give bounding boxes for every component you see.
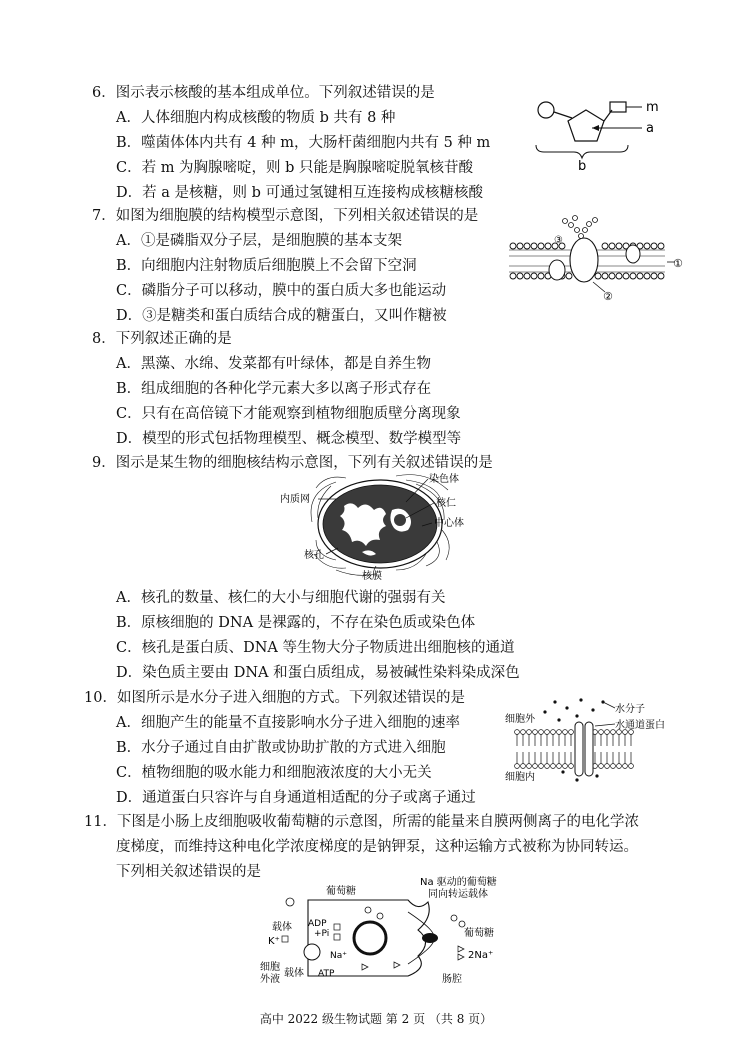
label-k: K⁺ [268,936,280,947]
question-9-option-b: B．原核细胞的 DNA 是裸露的，不存在染色质或染色体 [116,615,476,631]
label-b: b [578,159,587,170]
label-outside: 细胞外 [505,714,535,725]
label-envelope: 核膜 [362,571,382,582]
label-carrier-top: 载体 [272,922,292,933]
question-9-stem: 9．图示是某生物的细胞核结构示意图，下列有关叙述错误的是 [92,455,493,471]
label-pi: +Pi [314,929,330,939]
nucleus-figure [276,470,496,582]
label-water-molecule: 水分子 [615,704,645,715]
label-pore: 核孔 [304,550,324,561]
label-na-in: Na⁺ [330,951,347,961]
label-adp: ADP [308,919,327,929]
label-extracellular-2: 外液 [260,974,280,985]
label-atp: ATP [318,969,335,979]
question-6-option-a: A．人体细胞内构成核酸的物质 b 共有 8 种 [116,110,396,126]
glucose-transport-figure [258,872,508,998]
label-glucose-left: 葡萄糖 [326,886,356,897]
question-6-stem: 6．图示表示核酸的基本组成单位。下列叙述错误的是 [92,85,435,101]
label-lumen: 肠腔 [442,974,462,985]
question-8-stem: 8．下列叙述正确的是 [92,331,232,347]
label-a: a [646,121,654,136]
label-carrier-bottom: 载体 [284,968,304,979]
question-10-option-d: D．通道蛋白只容许与自身通道相适配的分子或离子通过 [116,790,476,806]
question-7-stem: 7．如图为细胞膜的结构模型示意图，下列相关叙述错误的是 [92,208,479,224]
question-11-stem-line-3: 下列相关叙述错误的是 [116,864,261,880]
question-8-option-d: D．模型的形式包括物理模型、概念模型、数学模型等 [116,431,462,447]
question-6-option-c: C．若 m 为胸腺嘧啶，则 b 只能是胸腺嘧啶脱氧核苷酸 [116,160,474,176]
question-6-option-d: D．若 a 是核糖，则 b 可通过氢键相互连接构成核糖核酸 [116,185,483,201]
label-cotransporter-2: 同向转运载体 [428,889,488,900]
label-m: m [646,100,659,115]
question-7-option-a: A．①是磷脂双分子层，是细胞膜的基本支架 [116,233,402,249]
question-9-option-d: D．染色质主要由 DNA 和蛋白质组成，易被碱性染料染成深色 [116,665,520,681]
nucleotide-figure [530,90,680,170]
label-water-channel: 水通道蛋白 [615,720,665,731]
label-glucose-right: 葡萄糖 [464,928,494,939]
label-2: ② [603,290,613,303]
label-chromosome: 染色体 [429,474,459,485]
question-8-option-c: C．只有在高倍镜下才能观察到植物细胞质壁分离现象 [116,406,461,422]
question-11-stem-line-2: 度梯度，而维持这种电化学浓度梯度的是钠钾泵，这种运输方式被称为协同转运。 [116,839,638,855]
label-1: ① [673,257,683,270]
label-inside: 细胞内 [505,772,535,783]
question-8-option-a: A．黑藻、水绵、发菜都有叶绿体，都是自养生物 [116,356,431,372]
question-10-stem: 10．如图所示是水分子进入细胞的方式。下列叙述错误的是 [84,690,465,706]
question-10-option-b: B．水分子通过自由扩散或协助扩散的方式进入细胞 [116,740,446,756]
label-cotransporter-1: Na 驱动的葡萄糖 [420,877,497,888]
question-6-option-b: B．噬菌体体内共有 4 种 m，大肠杆菌细胞内共有 5 种 m [116,135,491,151]
water-channel-figure [505,692,705,792]
question-9-option-a: A．核孔的数量、核仁的大小与细胞代谢的强弱有关 [116,590,446,606]
question-7-option-c: C．磷脂分子可以移动，膜中的蛋白质大多也能运动 [116,283,447,299]
label-centrosome: 中心体 [434,518,464,529]
membrane-figure [505,210,690,305]
label-3: ③ [554,235,563,246]
question-10-option-c: C．植物细胞的吸水能力和细胞液浓度的大小无关 [116,765,432,781]
question-7-option-b: B．向细胞内注射物质后细胞膜上不会留下空洞 [116,258,417,274]
question-11-stem-line-1: 11．下图是小肠上皮细胞吸收葡萄糖的示意图，所需的能量来自膜两侧离子的电化学浓 [84,814,639,830]
label-extracellular-1: 细胞 [260,962,280,973]
question-9-option-c: C．核孔是蛋白质、DNA 等生物大分子物质进出细胞核的通道 [116,640,515,656]
question-8-option-b: B．组成细胞的各种化学元素大多以离子形式存在 [116,381,432,397]
page-footer: 高中 2022 级生物试题 第 2 页 （共 8 页） [259,1012,493,1026]
label-nucleolus: 核仁 [436,498,456,509]
label-na2: 2Na⁺ [468,950,494,961]
question-10-option-a: A．细胞产生的能量不直接影响水分子进入细胞的速率 [116,715,460,731]
question-7-option-d: D．③是糖类和蛋白质结合成的糖蛋白，又叫作糖被 [116,308,447,324]
label-er: 内质网 [280,494,310,505]
